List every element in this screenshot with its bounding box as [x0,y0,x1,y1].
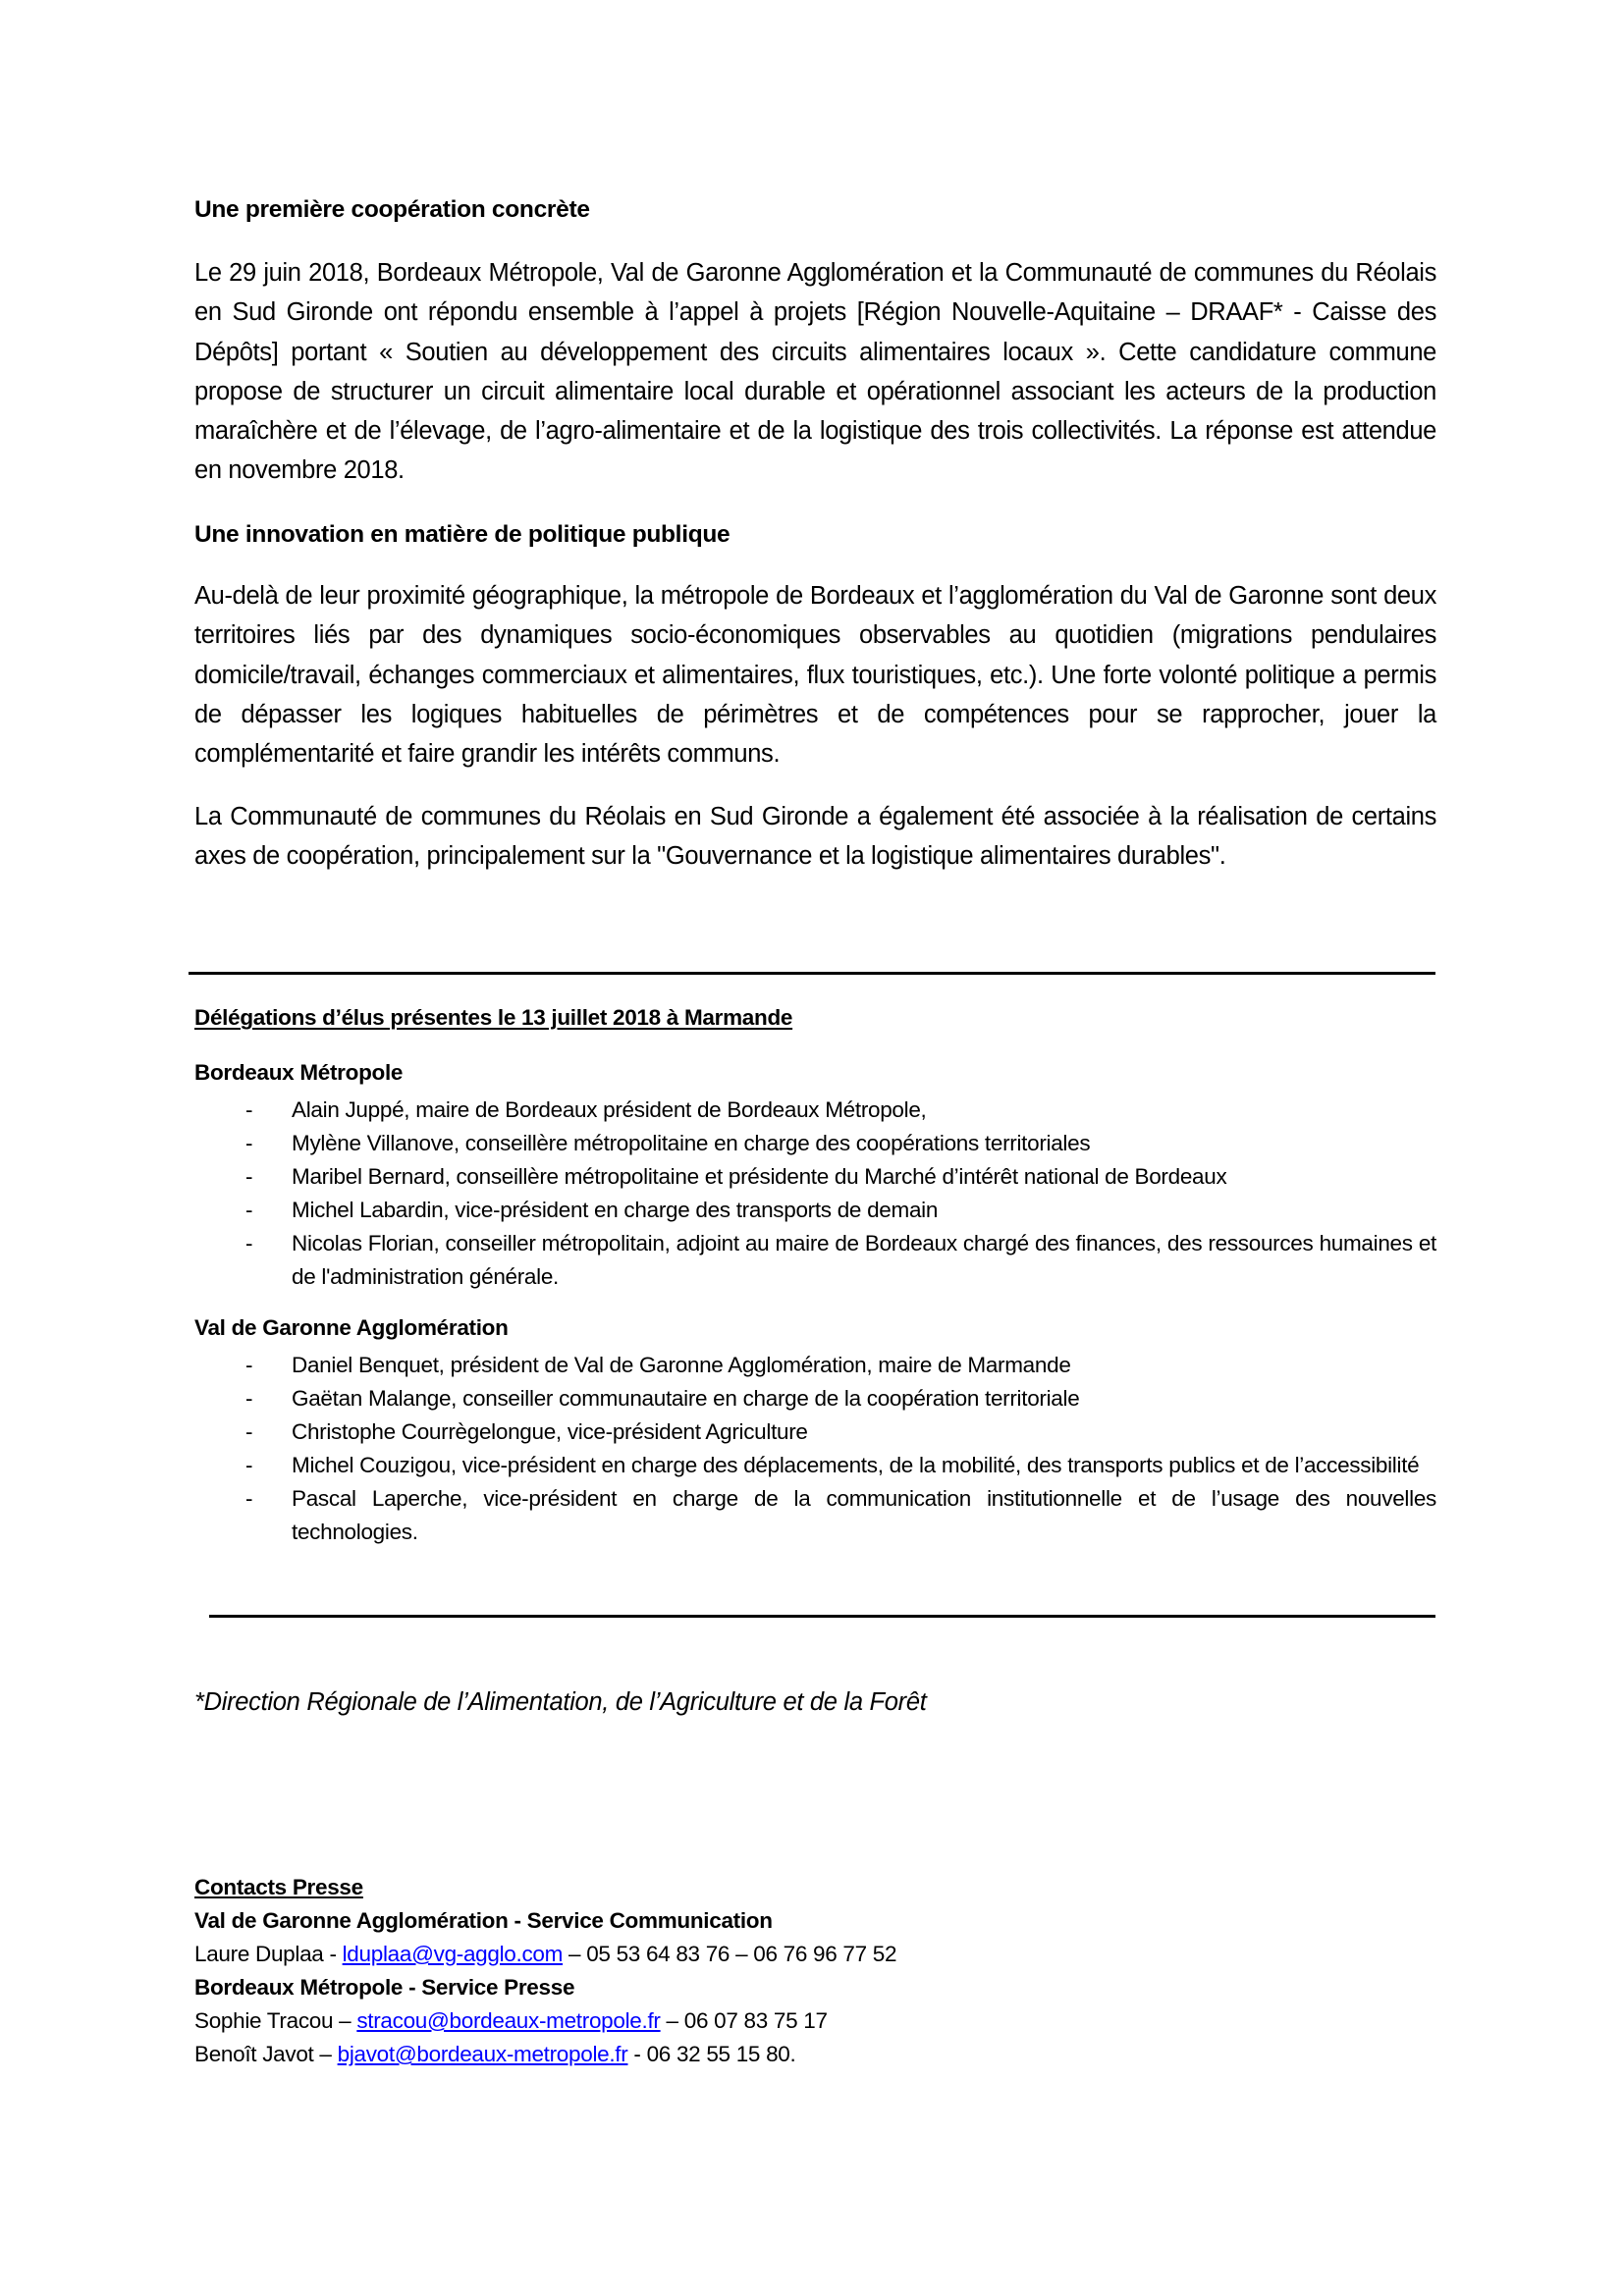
dash-bullet: - [245,1097,253,1122]
section-heading-cooperation: Une première coopération concrète [194,196,590,223]
footnote-draaf: *Direction Régionale de l’Alimentation, de l’Agriculture et de la Forêt [194,1688,927,1716]
dash-bullet: - [245,1486,253,1511]
dash-bullet: - [245,1419,253,1444]
horizontal-divider [209,1615,1435,1618]
paragraph-reolais: La Communauté de communes du Réolais en Sud Gironde a également été associée à la réalisation de certains axes de coopération, principalement sur la "Gouvernance et la logistique alimentaires durables". [194,803,1436,871]
paragraph-cooperation: Le 29 juin 2018, Bordeaux Métropole, Val de Garonne Agglomération et la Communauté de communes du Réolais en Sud Gironde ont répondu ensemble à l’appel à projets [Région Nouvelle-Aquitaine – DRAAF* - Caisse des Dépôts] portant « Soutien au développement des circuits alimentaires locaux ». Cette candidature commune propose de structurer un circuit alimentaire local durable et opérationnel associant les acteurs de la production maraîchère et de l’élevage, de l’agro-alimentaire et de la logistique des trois collectivités. La réponse est attendue en novembre 2018. [194,259,1436,485]
group-heading-val-de-garonne: Val de Garonne Agglomération [194,1315,509,1340]
list-item: - Nicolas Florian, conseiller métropolitain, adjoint au maire de Bordeaux chargé des finances, des ressources humaines et de l'administration générale. [194,1227,1436,1294]
contact-line-duplaa: Laure Duplaa - lduplaa@vg-agglo.com – 05 53 64 83 76 – 06 76 96 77 52 [194,1942,897,1966]
dash-bullet: - [245,1353,253,1377]
dash-bullet: - [245,1198,253,1222]
list-item: - Daniel Benquet, président de Val de Garonne Agglomération, maire de Marmande [194,1349,1436,1382]
delegations-heading: Délégations d’élus présentes le 13 juillet 2018 à Marmande [194,1005,793,1030]
dash-bullet: - [245,1453,253,1477]
list-item: - Pascal Laperche, vice-président en charge de la communication institutionnelle et de l’usage des nouvelles technologies. [194,1482,1436,1549]
list-item: - Christophe Courrègelongue, vice-président Agriculture [194,1415,1436,1449]
email-link-duplaa[interactable]: lduplaa@vg-agglo.com [342,1942,564,1966]
dash-bullet: - [245,1131,253,1155]
list-item: - Alain Juppé, maire de Bordeaux président de Bordeaux Métropole, [194,1094,1436,1127]
group-heading-bordeaux: Bordeaux Métropole [194,1060,404,1085]
dash-bullet: - [245,1386,253,1411]
paragraph-innovation: Au-delà de leur proximité géographique, la métropole de Bordeaux et l’agglomération du Val de Garonne sont deux territoires liés par des dynamiques socio-économiques observables au quotidien (migrations pendulaires domicile/travail, échanges commerciaux et alimentaires, flux touristiques, etc.). Une forte volonté politique a permis de dépasser les logiques habituelles de périmètres et de compétences pour se rapprocher, jouer la complémentarité et faire grandir les intérêts communs. [194,582,1436,769]
list-item: - Gaëtan Malange, conseiller communautaire en charge de la coopération territoriale [194,1382,1436,1415]
section-heading-innovation: Une innovation en matière de politique publique [194,521,730,548]
list-item: - Maribel Bernard, conseillère métropolitaine et présidente du Marché d’intérêt national de Bordeaux [194,1160,1436,1194]
dash-bullet: - [245,1164,253,1189]
contact-org-bordeaux: Bordeaux Métropole - Service Presse [194,1975,575,2000]
contacts-heading: Contacts Presse [194,1875,363,1899]
contact-line-tracou: Sophie Tracou – stracou@bordeaux-metropole.fr – 06 07 83 75 17 [194,2008,828,2033]
email-link-javot[interactable]: bjavot@bordeaux-metropole.fr [337,2042,628,2066]
dash-bullet: - [245,1231,253,1255]
member-list-val-de-garonne [194,1349,1436,1549]
contact-org-val-de-garonne: Val de Garonne Agglomération - Service Communication [194,1908,773,1933]
list-item: - Michel Couzigou, vice-président en charge des déplacements, de la mobilité, des transports publics et de l’accessibilité [194,1449,1436,1482]
list-item: - Mylène Villanove, conseillère métropolitaine en charge des coopérations territoriales [194,1127,1436,1160]
contact-line-javot: Benoît Javot – bjavot@bordeaux-metropole.fr - 06 32 55 15 80. [194,2042,796,2066]
press-contacts [194,1871,1176,2071]
list-item: - Michel Labardin, vice-président en charge des transports de demain [194,1194,1436,1227]
horizontal-divider [189,972,1435,975]
member-list-bordeaux [194,1094,1436,1294]
email-link-tracou[interactable]: stracou@bordeaux-metropole.fr [356,2008,661,2033]
